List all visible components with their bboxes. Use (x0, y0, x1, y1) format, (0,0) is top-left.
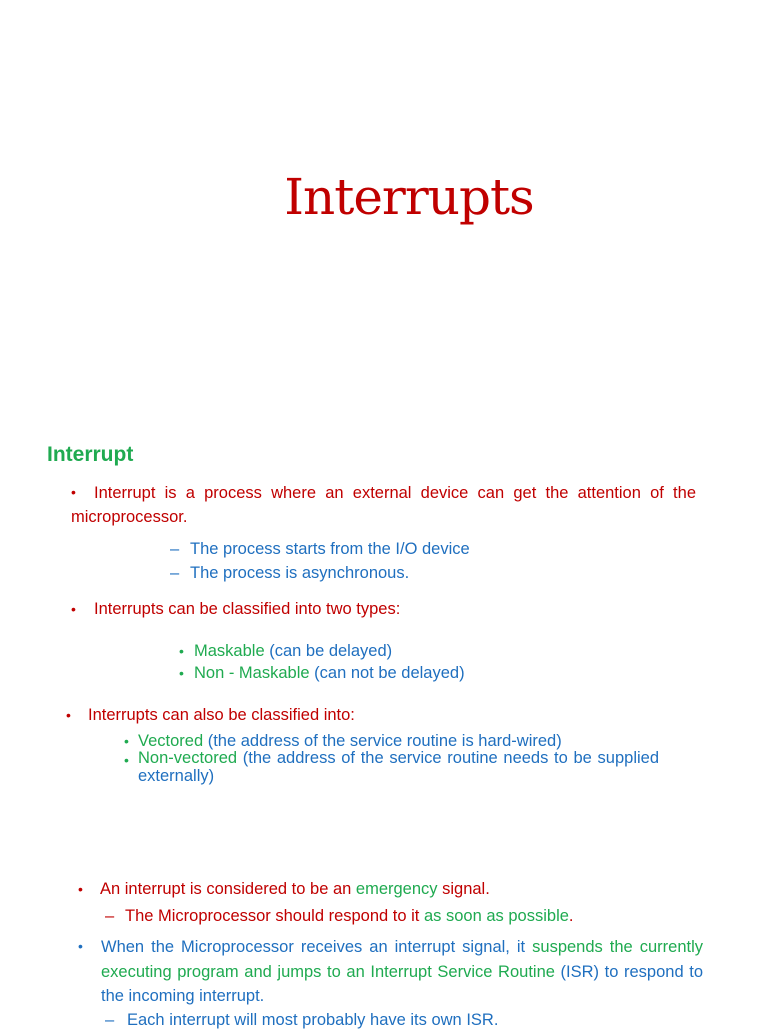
bullet-4-part-c: signal. (437, 880, 490, 898)
bullet-4-emergency: emergency (355, 880, 438, 898)
vec-2-text (138, 749, 659, 785)
dash-3-asap: as soon as possible (423, 907, 569, 925)
dash-3-period: . (568, 907, 574, 925)
bullet-4-part-a: An interrupt is considered to be an (100, 880, 356, 898)
bullet-5-text (101, 935, 703, 1009)
bullet-5-part-b: suspends the currently executing program and jumps to an Interrupt Service Routine (101, 938, 703, 981)
bullet-2-text: Interrupts can be classified into two types: (94, 600, 401, 618)
section-heading: Interrupt (47, 443, 134, 466)
bullet-3-text: Interrupts can also be classified into: (88, 706, 355, 724)
vec-2-marker: • (124, 752, 129, 768)
vec-2-desc: (the address of the service routine needs to be supplied externally) (138, 749, 659, 785)
vec-1-name: Vectored (138, 732, 204, 750)
vec-1-desc: (the address of the service routine is hard-wired) (203, 732, 562, 750)
bullet-2-marker: • (71, 601, 76, 617)
type-1-marker: • (179, 643, 184, 659)
dash-3-part-a: The Microprocessor should respond to it (125, 907, 424, 925)
bullet-5-marker: • (78, 938, 83, 954)
dash-3-marker: – (105, 907, 115, 925)
dash-1-marker: – (170, 540, 180, 558)
type-2-marker: • (179, 665, 184, 681)
dash-1-text: The process starts from the I/O device (190, 540, 470, 558)
bullet-5-part-a: When the Microprocessor receives an interrupt signal, it (101, 938, 533, 956)
bullet-1-text: Interrupt is a process where an external device can get the attention of the microprocessor. (71, 484, 696, 526)
bullet-1-marker: • (71, 484, 76, 500)
type-1-text (194, 640, 392, 663)
dash-2-marker: – (170, 564, 180, 582)
dash-3-text (125, 905, 574, 928)
vec-2-name: Non-vectored (138, 749, 238, 767)
type-1-name: Maskable (194, 642, 265, 660)
bullet-3-marker: • (66, 707, 71, 723)
dash-4-text: Each interrupt will most probably have its own ISR. (127, 1011, 499, 1029)
bullet-4-text (100, 878, 490, 901)
type-2-text (194, 662, 465, 685)
dash-2-text: The process is asynchronous. (190, 564, 410, 582)
vec-1-marker: • (124, 733, 129, 749)
type-2-desc: (can not be delayed) (309, 664, 465, 682)
type-1-desc: (can be delayed) (264, 642, 393, 660)
dash-4-marker: – (105, 1011, 115, 1029)
type-2-name: Non - Maskable (194, 664, 310, 682)
slide-title: Interrupts (284, 168, 534, 226)
bullet-4-marker: • (78, 881, 83, 897)
bullet-5-part-c: (ISR) to respond to the incoming interrupt. (101, 962, 703, 1005)
